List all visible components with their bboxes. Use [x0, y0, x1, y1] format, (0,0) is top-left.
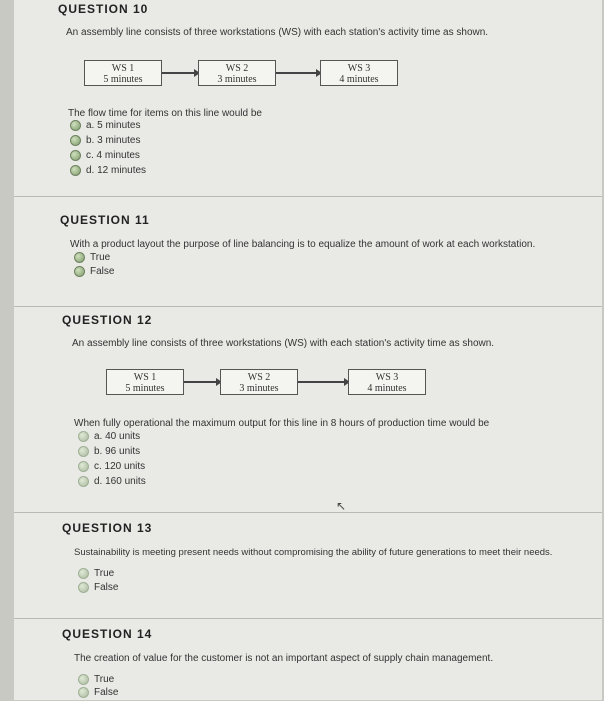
workstation-time: 3 minutes	[239, 383, 279, 394]
radio-button[interactable]	[78, 674, 89, 685]
answer-option[interactable]	[78, 687, 118, 698]
answer-option[interactable]	[70, 135, 140, 146]
option-label: a. 40 units	[94, 431, 141, 443]
question-text: An assembly line consists of three workstations (WS) with each station's activity time as shown.	[72, 338, 495, 349]
option-label: c. 120 units	[94, 461, 146, 473]
option-label: True	[94, 568, 115, 580]
question-title: QUESTION 14	[62, 627, 153, 641]
answer-option[interactable]	[70, 150, 140, 161]
workstation-name: WS 3	[347, 63, 371, 74]
question-title: QUESTION 11	[60, 213, 150, 227]
option-label: c. 4 minutes	[86, 150, 140, 162]
question-text: Sustainability is meeting present needs without compromising the ability of future generations to meet their needs.	[74, 547, 553, 558]
radio-button[interactable]	[78, 431, 89, 442]
question-text: The creation of value for the customer is not an important aspect of supply chain management.	[74, 653, 494, 664]
question-13	[14, 512, 602, 619]
mouse-cursor-icon: ↖	[336, 499, 347, 513]
radio-button[interactable]	[78, 687, 89, 698]
workstation-box	[84, 60, 162, 86]
question-text: An assembly line consists of three workstations (WS) with each station's activity time as shown.	[66, 27, 489, 38]
question-12	[14, 306, 602, 513]
radio-button[interactable]	[78, 461, 89, 472]
workstation-time: 5 minutes	[103, 74, 143, 85]
radio-button[interactable]	[78, 568, 89, 579]
option-label: d. 12 minutes	[86, 165, 147, 177]
question-title: QUESTION 12	[62, 313, 153, 327]
question-14	[14, 618, 602, 701]
answer-option[interactable]	[74, 252, 110, 263]
workstation-box	[348, 369, 426, 395]
question-title: QUESTION 10	[58, 2, 149, 16]
workstation-name: WS 2	[247, 372, 271, 383]
option-label: True	[90, 252, 111, 264]
option-label: a. 5 minutes	[86, 120, 141, 132]
option-label: False	[94, 687, 119, 699]
answer-option[interactable]	[74, 266, 114, 277]
option-label: b. 3 minutes	[86, 135, 141, 147]
answer-option[interactable]	[78, 674, 114, 685]
workstation-box	[106, 369, 184, 395]
question-10	[14, 0, 602, 196]
radio-button[interactable]	[70, 165, 81, 176]
flow-arrow	[162, 72, 198, 74]
question-prompt: When fully operational the maximum output for this line in 8 hours of production time would be	[74, 418, 490, 429]
workstation-name: WS 1	[111, 63, 135, 74]
answer-option[interactable]	[78, 476, 146, 487]
flow-arrow	[276, 72, 320, 74]
workstation-name: WS 1	[133, 372, 157, 383]
radio-button[interactable]	[78, 476, 89, 487]
workstation-box	[220, 369, 298, 395]
option-label: True	[94, 674, 115, 686]
radio-button[interactable]	[70, 150, 81, 161]
flow-arrow	[298, 381, 348, 383]
workstation-name: WS 3	[375, 372, 399, 383]
question-prompt: The flow time for items on this line would be	[68, 108, 262, 119]
radio-button[interactable]	[78, 582, 89, 593]
option-label: d. 160 units	[94, 476, 146, 488]
answer-option[interactable]	[78, 461, 145, 472]
flow-arrow	[184, 381, 220, 383]
answer-option[interactable]	[70, 120, 140, 131]
workstation-time: 5 minutes	[125, 383, 165, 394]
option-label: b. 96 units	[94, 446, 141, 458]
workstation-name: WS 2	[225, 63, 249, 74]
radio-button[interactable]	[70, 135, 81, 146]
question-text: With a product layout the purpose of line balancing is to equalize the amount of work at each workstation.	[70, 239, 536, 250]
answer-option[interactable]	[78, 431, 140, 442]
radio-button[interactable]	[70, 120, 81, 131]
answer-option[interactable]	[70, 165, 146, 176]
workstation-time: 3 minutes	[217, 74, 257, 85]
quiz-page	[14, 0, 602, 700]
workstation-box	[198, 60, 276, 86]
radio-button[interactable]	[78, 446, 89, 457]
radio-button[interactable]	[74, 252, 85, 263]
option-label: False	[90, 266, 115, 278]
question-11	[14, 196, 602, 307]
workstation-time: 4 minutes	[339, 74, 379, 85]
answer-option[interactable]	[78, 568, 114, 579]
option-label: False	[94, 582, 119, 594]
workstation-time: 4 minutes	[367, 383, 407, 394]
workstation-box	[320, 60, 398, 86]
radio-button[interactable]	[74, 266, 85, 277]
answer-option[interactable]	[78, 582, 118, 593]
question-title: QUESTION 13	[62, 521, 153, 535]
answer-option[interactable]	[78, 446, 140, 457]
